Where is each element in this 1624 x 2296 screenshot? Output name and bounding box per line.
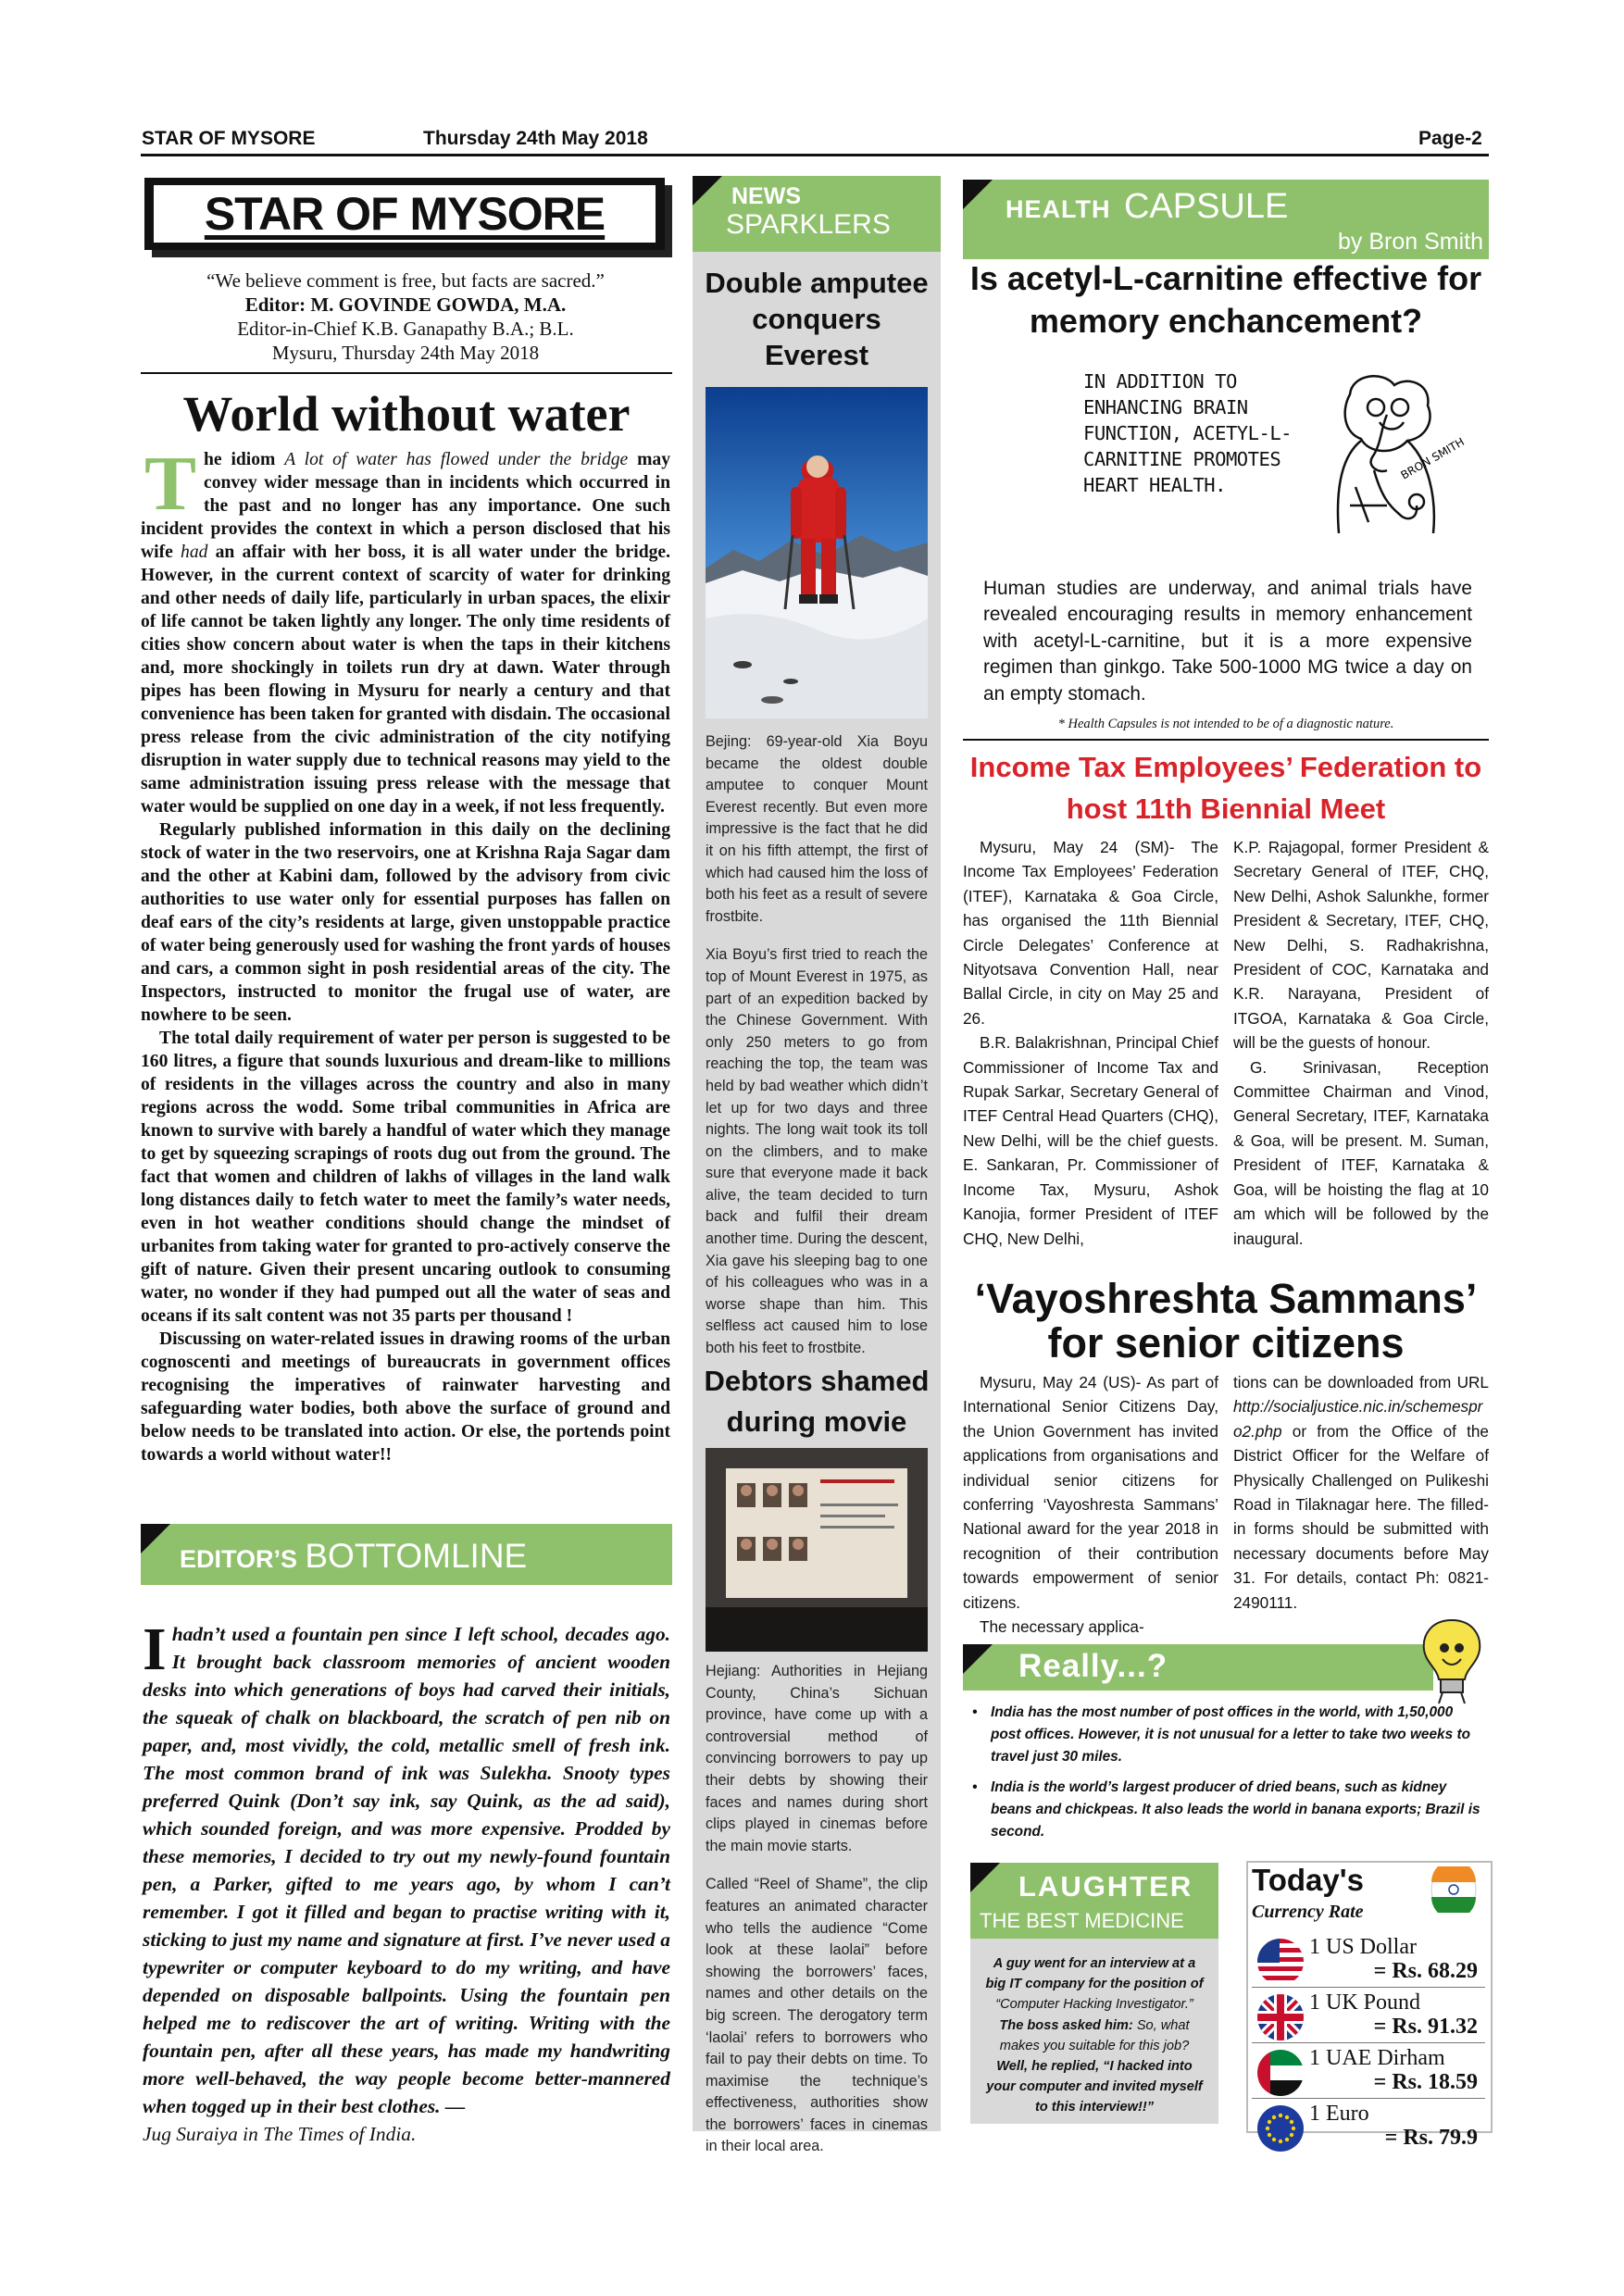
vayo-headline-line2: for senior citizens xyxy=(1047,1319,1405,1366)
cinema-photo xyxy=(706,1448,928,1652)
laughter-line xyxy=(985,2015,1204,2056)
banner-corner xyxy=(141,1524,170,1554)
laughter-banner-line1: LAUGHTER xyxy=(1018,1870,1193,1903)
banner-corner xyxy=(693,176,722,206)
really-banner xyxy=(963,1644,1433,1691)
vayo-paragraph: Mysuru, May 24 (US)- As part of International Senior Citizens Day, the Union Government has invited applications from organisations and individual senior citizens for conferring ‘Vayoshresta Sammans’ National award for the year 2018 in recognition of their contribution towards empowerment of senior citizens. xyxy=(963,1373,1218,1612)
currency-name: 1 UK Pound xyxy=(1309,1990,1421,2015)
banner-corner xyxy=(963,180,993,209)
news-banner xyxy=(693,176,941,252)
editorial-dropcap: T xyxy=(144,441,197,527)
story2-paragraph: Called “Reel of Shame”, the clip features an animated character who tells the audience “Come look at these laolai” before showing the borrowers’ faces, names and other details on the big screen. The derogatory term ‘laolai’ refers to borrowers who fail to pay their debts on time. To maximise the technique’s effectiveness, authorities show the borrowers’ faces in cinemas in their local area. xyxy=(706,1876,928,2155)
everest-photo xyxy=(706,387,928,718)
running-header-page: Page-2 xyxy=(1418,128,1482,149)
itef-paragraph: B.R. Balakrishnan, Principal Chief Commissioner of Income Tax and Rupak Sarkar, Secretary General of ITEF Central Head Quarters (CHQ), New Delhi, will be the chief guests. E. Sankaran, Pr. Commissioner of Income Tax, Mysuru, Ashok Kanojia, former President of ITEF CHQ, New Delhi, xyxy=(963,1033,1218,1248)
health-headline: Is acetyl-L-carnitine effective for memory enchancement? xyxy=(969,259,1482,340)
currency-row-eur xyxy=(1252,2102,1485,2153)
laughter-banner xyxy=(970,1863,1218,1939)
editorial-text: an affair with her boss, it is all water under the bridge. However, in the current context of scarcity of water for drinking and other needs of daily life, particularly in urban spaces, the elixir of life cannot be taken lightly any longer. The only time residents of cities show concern about water is when the taps in their kitchens and, more shockingly in toilets run dry at dawn. Water through pipes has been flowing in Mysuru for nearly a century and that convenience has been taken for granted with disdain. The occasional press release from the civic administration of the city notifying disruption in water supply due to technical reasons may yield to the same administration issuing press release with the message that water would be supplied on one day in a week, if not less frequently. xyxy=(141,543,671,817)
vayo-text: or from the Office of the District Officer for the Welfare of Physically Challenged on Pulikeshi Road in Tilaknagar here. The filled-in forms should be submitted with necessary documents before May 31. For details, contact Ph: 0821-2490111. xyxy=(1233,1421,1489,1612)
health-disclaimer: * Health Capsules is not intended to be of a diagnostic nature. xyxy=(1057,717,1394,731)
currency-name: 1 Euro xyxy=(1309,2102,1369,2126)
currency-row-gbp xyxy=(1252,1990,1485,2043)
vayo-url-link[interactable]: http://socialjustice.nic.in/schemespro2.php xyxy=(1233,1397,1483,1441)
really-fact-text: India is the world’s largest producer of dried beans, such as kidney beans and chickpeas. It also leads the world in banana exports; Brazil is second. xyxy=(991,1778,1480,1841)
itef-paragraph: G. Srinivasan, Reception Committee Chairman and Vinod, General Secretary, ITEF, Karnataka & Goa, will be present. M. Suman, President of ITEF, Karnataka & Goa, will be hoisting the flag at 10 am which will be followed by the inaugural. xyxy=(1233,1057,1489,1248)
header-rule xyxy=(141,154,1489,156)
story2-headline: Debtors shamed during movie xyxy=(704,1365,930,1438)
itef-column-2 xyxy=(1233,835,1489,1251)
currency-value: = Rs. 18.59 xyxy=(1373,2070,1478,2094)
currency-value: = Rs. 68.29 xyxy=(1373,1959,1478,1983)
banner-corner xyxy=(963,1644,993,1674)
bottomline-banner-bold: EDITOR’S xyxy=(180,1545,298,1573)
really-fact-text: India has the most number of post offices in the world, with 1,50,000 post offices. However, it is not unusual for a letter to take two weeks to travel just 30 miles. xyxy=(991,1704,1470,1766)
health-banner xyxy=(963,180,1489,259)
itef-headline: Income Tax Employees’ Federation to host 11th Biennial Meet xyxy=(969,751,1482,825)
masthead xyxy=(144,178,665,250)
laughter-bold: A guy went for an interview at a big IT company for the position of xyxy=(985,1956,1204,1992)
laughter-text: So, what makes you suitable for this job? xyxy=(999,2017,1190,2053)
editorial-paragraph: Regularly published information in this daily on the declining stock of water in the two reservoirs, one at Krishna Raja Sagar dam and the other at Kabini dam, followed by the advisory from civic authorities to use water only for essential purposes has fallen on deaf ears of the city’s residents at large, given unstoppable practice of water being generously used for washing the front yards of houses and cars, a common sight in posh residential areas of the city. The Inspectors, instructed to monitor the frugal use of water, are nowhere to be seen. xyxy=(141,820,670,1025)
eu-flag-icon xyxy=(1257,2105,1304,2152)
currency-value: = Rs. 79.9 xyxy=(1384,2126,1478,2150)
running-header-date: Thursday 24th May 2018 xyxy=(423,128,648,149)
health-banner-bold: HEALTH xyxy=(1006,195,1111,223)
editorial-text: he idiom xyxy=(204,450,285,469)
editorial-italic: A lot of water has flowed under the bridge xyxy=(284,450,629,469)
editorial-italic: had xyxy=(181,543,208,562)
motto: “We believe comment is free, but facts are sacred.” xyxy=(206,269,605,292)
health-banner-rest: CAPSULE xyxy=(1123,187,1289,226)
story1-headline: Double amputee conquers Everest xyxy=(705,267,929,371)
currency-value: = Rs. 91.32 xyxy=(1373,2015,1478,2039)
currency-row-usd xyxy=(1252,1935,1485,1988)
itef-paragraph: Mysuru, May 24 (SM)- The Income Tax Employees’ Federation (ITEF), Karnataka & Goa Circle, has organised the 11th Biennial Circle Delegates’ Conference at Nityotsava Convention Hall, near Ballal Circle, in city on May 25 and 26. xyxy=(963,838,1218,1028)
running-header-paper: STAR OF MYSORE xyxy=(142,128,316,149)
lightbulb-icon xyxy=(1415,1613,1489,1705)
really-fact-item: • India is the world’s largest producer of dried beans, such as kidney beans and chickpeas. It also leads the world in banana exports; Brazil is second. xyxy=(972,1778,1480,1841)
laughter-banner-line2: THE BEST MEDICINE xyxy=(980,1909,1184,1932)
editor-line: Editor: M. GOVINDE GOWDA, M.A. xyxy=(244,293,567,316)
us-flag-icon xyxy=(1257,1939,1304,1985)
health-body: Human studies are underway, and animal trials have revealed encouraging results in memory enhancement with acetyl-L-carnitine, but it is a more expensive regimen than ginkgo. Take 500-1000 MG twice a day on an empty stomach. xyxy=(983,578,1472,705)
health-rule xyxy=(963,739,1489,741)
editorial-paragraph: Discussing on water-related issues in drawing rooms of the urban cognoscenti and meetings of bureaucrats in government offices recognising the imperatives of rainwater harvesting and safeguarding water bodies, both above the surface of ground and below needs to be translated into action. Or else, the portends point towards a world without water!! xyxy=(141,1329,670,1465)
india-flag-icon xyxy=(1426,1866,1481,1913)
masthead-title: STAR OF MYSORE xyxy=(154,185,656,243)
bottomline-dropcap: I xyxy=(143,1616,167,1683)
really-fact-item: • India has the most number of post offices in the world, with 1,50,000 post offices. However, it is not unusual for a letter to take two weeks to travel just 30 miles. xyxy=(972,1704,1470,1766)
bottomline-credit: Jug Suraiya in The Times of India. xyxy=(143,2123,417,2145)
currency-title: Today's xyxy=(1252,1863,1364,1897)
editorial-body xyxy=(141,441,671,1466)
news-banner-line1: NEWS xyxy=(731,183,801,209)
uae-flag-icon xyxy=(1257,2050,1304,2096)
laughter-bold: The boss asked him: xyxy=(999,2017,1137,2033)
vayo-text: tions can be downloaded from URL xyxy=(1233,1373,1489,1391)
vayo-headline-line1: ‘Vayoshreshta Sammans’ xyxy=(974,1275,1478,1322)
bottomline-banner xyxy=(141,1524,672,1585)
vayo-column-2 xyxy=(1233,1370,1489,1615)
bottomline-banner-rest: BOTTOMLINE xyxy=(305,1537,528,1575)
editor-in-chief-line: Editor-in-Chief K.B. Ganapathy B.A.; B.L. xyxy=(237,318,574,340)
bottomline-text: hadn’t used a fountain pen since I left school, decades ago. It brought back classroom memories of ancient wooden desks into which generations of boys had carved their initials, the squeak of chalk on blackboard, the scratch of pen nib on paper, and, most vividly, the cold, metallic smell of fresh ink. The most common brand of ink was Sulekha. Snooty types preferred Quink (Don’t say ink, say Quink, as the ad said), which sounded foreign, and was more expensive. Prodded by these memories, I decided to try out my newly-found fountain pen, a Parker, gifted to me years ago, by whom I can’t remember. I got it filled and began to practise writing with it, sticking to just my name and signature at first. I’ve never used a typewriter or computer keyboard to do my writing, and have depended on disposable ballpoints. Using the fountain pen helped me to rediscover the art of writing. Writing with the fountain pen, after all these years, has made my handwriting more well-behaved, the way people become better-mannered when togged up in their best clothes. — xyxy=(143,1623,670,2117)
currency-subtitle: Currency Rate xyxy=(1252,1902,1364,1922)
story1-paragraph: Xia Boyu’s first tried to reach the top of Mount Everest in 1975, as part of an expedition backed by the Chinese Government. With only 250 meters to go from reaching the top, the team was held by bad weather which didn’t let up for two days and three nights. The long wait took its toll on the climbers, and to make sure that everyone made it back alive, the team decided to turn back and fulfil their dream another time. During the descent, Xia gave his sleeping bag to one of his colleagues who was in a worse shape than him. This selfless act caused him to lose both his feet to frostbite. xyxy=(706,946,928,1357)
story2-body xyxy=(706,1661,928,2175)
uk-flag-icon xyxy=(1257,1994,1304,2040)
bottomline-body xyxy=(143,1616,670,2148)
vayo-column-1 xyxy=(963,1370,1218,1639)
vayo-paragraph: The necessary applica- xyxy=(980,1617,1144,1637)
story2-paragraph: Hejiang: Authorities in Hejiang County, China’s Sichuan province, have come up with a controversial method of convincing borrowers to pay up their debts by showing their faces and names during short clips played in cinemas before the main movie starts. xyxy=(706,1663,928,1854)
itef-paragraph: K.P. Rajagopal, former President & Secretary General of ITEF, CHQ, New Delhi, Ashok Salunkhe, former President & Secretary, ITEF, CHQ, New Delhi, S. Radhakrishna, President of COC, Karnataka and K.R. Narayana, President of ITGOA, Karnataka & Goa Circle, will be the guests of honour. xyxy=(1233,838,1489,1053)
dateline: Mysuru, Thursday 24th May 2018 xyxy=(271,342,540,364)
editorial-text: may convey wider message than in incidents which occurred in the past and no longer has any importance. One such incident provides the context in which a person disclosed that his wife xyxy=(141,450,670,562)
editorial-headline: World without water xyxy=(182,386,631,442)
cartoon-signature: BRON SMITH xyxy=(1398,435,1467,482)
really-facts xyxy=(970,1702,1485,1843)
currency-name: 1 UAE Dirham xyxy=(1309,2046,1445,2070)
story1-body xyxy=(706,731,928,1377)
laughter-body xyxy=(985,1953,1204,2118)
currency-name: 1 US Dollar xyxy=(1309,1935,1417,1959)
story1-paragraph: Bejing: 69-year-old Xia Boyu became the oldest double amputee to conquer Mount Everest recently. But even more impressive is the fact that he did it on his fifth attempt, the first of which had caused him the loss of both his feet as a result of severe frostbite. xyxy=(706,733,928,925)
cartoon-doctor-drawing xyxy=(1315,367,1472,544)
currency-row-aed xyxy=(1252,2046,1485,2099)
news-banner-line2: SPARKLERS xyxy=(726,209,891,240)
health-byline: by Bron Smith xyxy=(1337,229,1483,255)
laughter-bold: Well, he replied, “I hacked into your computer and invited myself to this interview!!” xyxy=(986,2059,1203,2115)
cartoon-caption: IN ADDITION TO ENHANCING BRAIN FUNCTION, ACETYL-L-CARNITINE PROMOTES HEART HEALTH. xyxy=(1083,370,1292,496)
laughter-line xyxy=(985,2056,1204,2118)
laughter-line xyxy=(985,1953,1204,2015)
laughter-text: “Computer Hacking Investigator.” xyxy=(995,1997,1193,2013)
really-banner-text: Really...? xyxy=(1018,1648,1168,1684)
itef-column-1 xyxy=(963,835,1218,1251)
editorial-paragraph: The total daily requirement of water per person is suggested to be 160 litres, a figure that sounds luxurious and dream-like to millions of residents in the villages across the country and also in many regions across the wodd. Some tribal communities in Africa are known to survive with barely a handful of water which they manage to get by squeezing scrapings of roots dug out from the ground. The fact that women and children of lakhs of villages in the land walk long distances daily to fetch water to meet the family’s water needs, even in hot weather conditions should change the mindset of urbanites from taking water for granted to pro-actively conserve the gift of nature. Given their present uncaring outlook to consuming water, no wonder if they had pumped out all the water of seas and oceans if its salt content was not 35 parts per thousand ! xyxy=(141,1029,670,1326)
masthead-rule xyxy=(141,372,672,374)
banner-corner xyxy=(970,1863,1000,1892)
